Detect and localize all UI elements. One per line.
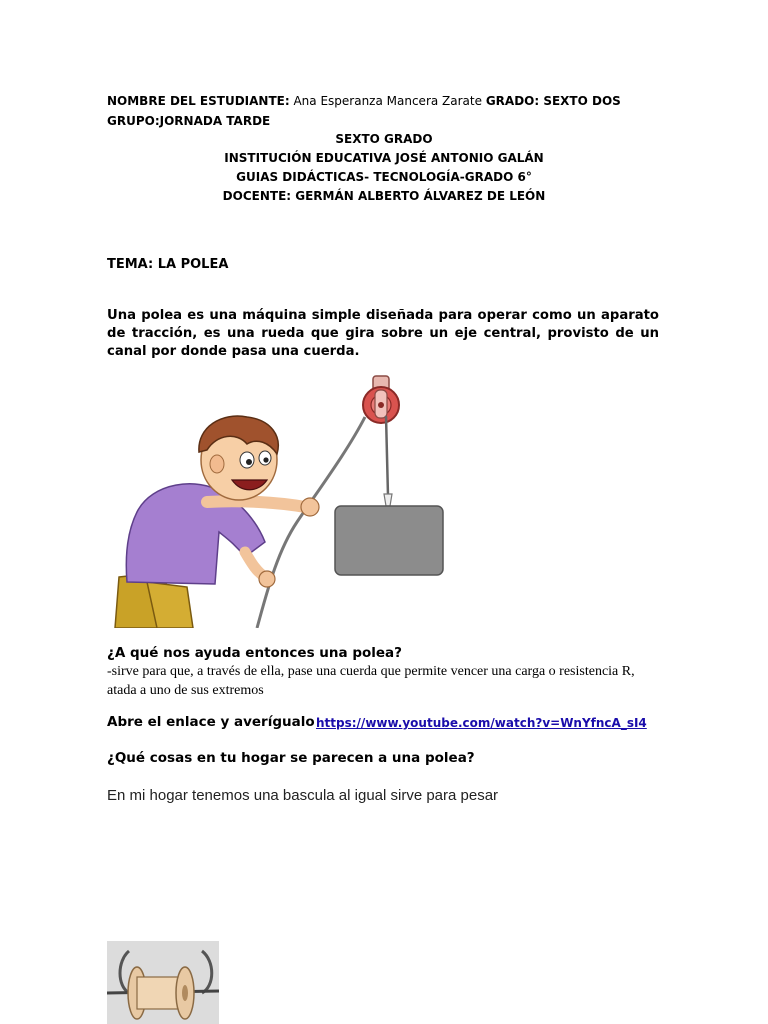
group-text: GRUPO:JORNADA TARDE bbox=[107, 114, 271, 128]
student-name: Ana Esperanza Mancera Zarate bbox=[293, 94, 482, 108]
weight-block bbox=[335, 506, 443, 575]
link-label: Abre el enlace y averígualo bbox=[107, 714, 315, 730]
topic-title: TEMA: LA POLEA bbox=[107, 257, 229, 272]
group-line bbox=[107, 111, 270, 131]
question-1: ¿A qué nos ayuda entonces una polea? bbox=[107, 645, 403, 661]
grade-label: GRADO: SEXTO DOS bbox=[485, 94, 621, 108]
spool-image bbox=[107, 941, 219, 1024]
header-center-4: DOCENTE: GERMÁN ALBERTO ÁLVAREZ DE LEÓN bbox=[222, 189, 546, 203]
answer-1-line-1: -sirve para que, a través de ella, pase una cuerda que permite vencer una carga o resistencia R, bbox=[107, 664, 635, 679]
answer-1-line-2: atada a uno de sus extremos bbox=[107, 683, 264, 698]
pulley-illustration bbox=[107, 372, 452, 628]
answer-2: En mi hogar tenemos una bascula al igual sirve para pesar bbox=[107, 787, 499, 804]
header-center-2: INSTITUCIÓN EDUCATIVA JOSÉ ANTONIO GALÁN bbox=[224, 151, 544, 165]
header-center-1: SEXTO GRADO bbox=[335, 132, 433, 146]
definition-paragraph: Una polea es una máquina simple diseñada para operar como un aparato de tracción, es una rueda que gira sobre un eje central, provisto de un canal por donde pasa una cuerda. bbox=[107, 308, 659, 359]
student-label: NOMBRE DEL ESTUDIANTE: bbox=[107, 94, 290, 108]
student-line bbox=[107, 91, 707, 111]
hook-icon bbox=[384, 494, 392, 506]
youtube-link[interactable]: https://www.youtube.com/watch?v=WnYfncA_sI4 bbox=[316, 716, 647, 730]
question-2: ¿Qué cosas en tu hogar se parecen a una polea? bbox=[107, 750, 475, 766]
rope-to-weight bbox=[386, 416, 388, 496]
header-center-3: GUIAS DIDÁCTICAS- TECNOLOGÍA-GRADO 6° bbox=[236, 170, 532, 184]
